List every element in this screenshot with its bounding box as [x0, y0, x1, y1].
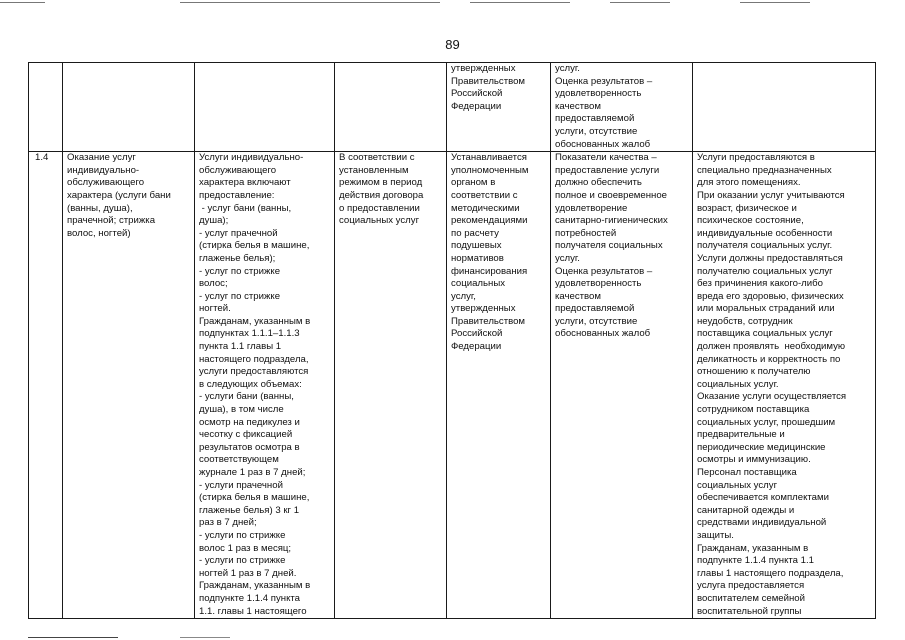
cell-service-conditions	[693, 152, 876, 619]
continuation-quality-text: услуг. Оценка результатов – удовлетворенность качеством предоставляемой услуги, отсутствие обоснованных жалоб	[555, 63, 653, 150]
service-quality-text: Показатели качества – предоставление услуги должно обеспечить полное и своевременное удовлетворение санитарно-гигиенических потребностей получателя социальных услуг. Оценка результатов – удовлетворенность качеством предоставляемой услуги, отсутствие обоснованных жалоб	[555, 152, 668, 340]
cell-continuation-norms	[447, 63, 551, 152]
cell-service-norms	[447, 152, 551, 619]
service-norms-text: Устанавливается уполномоченным органом в соответствии с методическими рекомендациями по расчету подушевых нормативов финансирования социальных услуг, утвержденных Правительством Российской Федерации	[451, 152, 529, 353]
cell-continuation-name	[63, 63, 195, 152]
cell-continuation-conditions	[693, 63, 876, 152]
service-name-text: Оказание услуг индивидуально- обслуживающего характера (услуги бани (ванны, душа), прачечной; стрижка волос, ногтей)	[67, 152, 171, 239]
service-conditions-text: Услуги предоставляются в специально предназначенных для этого помещениях. При оказании услуг учитываются возраст, физическое и психическое состояние, индивидуальные особенности получателя социальных услуг. Услуги должны предоставляться получателю социальных услуг без причинения какого-либо вреда его здоровью, физических или моральных страданий или неудобств, сотрудник поставщика социальных услуг должен проявлять необходимую деликатность и корректность по отношению к получателю социальных услуг. Оказание услуги осуществляется сотрудником поставщика социальных услуг, прошедшим предварительные и периодические медицинские осмотры и иммунизацию. Персонал поставщика социальных услуг обеспечивается комплектами санитарной одежды и средствами индивидуальной защиты. Гражданам, указанным в подпункте 1.1.4 пункта 1.1 главы 1 настоящего подраздела, услуга предоставляется воспитателем семейной воспитательной группы	[697, 152, 847, 617]
service-description-text: Услуги индивидуально- обслуживающего характера включают предоставление: - услуг бани (ванны, душа); - услуг прачечной (стирка белья в машине, глаженье белья); - услуг по стрижке волос; - услуг по стрижке ногтей. Гражданам, указанным в подпунктах 1.1.1–1.1.3 пункта 1.1 главы 1 настоящего подраздела, услуги предоставляются в следующих объемах: - услуги бани (ванны, душа), в том числе осмотр на педикулез и чесотку с фиксацией результатов осмотра в соответствующем журнале 1 раз в 7 дней; - услуги прачечной (стирка белья в машине, глаженье белья) 3 кг 1 раз в 7 дней; - услуги по стрижке волос 1 раз в месяц; - услуги по стрижке ногтей 1 раз в 7 дней. Гражданам, указанным в подпункте 1.1.4 пункта 1.1. главы 1 настоящего	[199, 152, 311, 617]
top-scan-line	[0, 2, 905, 4]
service-timing-text: В соответствии с установленным режимом в период действия договора о предоставлении социальных услуг	[339, 152, 424, 227]
bottom-scan-line	[28, 637, 118, 638]
cell-continuation-timing	[335, 63, 447, 152]
cell-service-timing	[335, 152, 447, 619]
services-table	[28, 62, 876, 619]
cell-service-name	[63, 152, 195, 619]
continuation-norms-text: утвержденных Правительством Российской Федерации	[451, 63, 526, 112]
bottom-scan-line-2	[180, 637, 230, 638]
table-row-continuation	[29, 63, 876, 152]
cell-continuation-quality	[551, 63, 693, 152]
cell-row-number	[29, 152, 63, 619]
row-number-text: 1.4	[35, 152, 49, 164]
cell-continuation-description	[195, 63, 335, 152]
page-number: 89	[445, 37, 460, 52]
cell-continuation-number	[29, 63, 63, 152]
cell-service-description	[195, 152, 335, 619]
cell-service-quality	[551, 152, 693, 619]
table-row-1-4	[29, 152, 876, 619]
